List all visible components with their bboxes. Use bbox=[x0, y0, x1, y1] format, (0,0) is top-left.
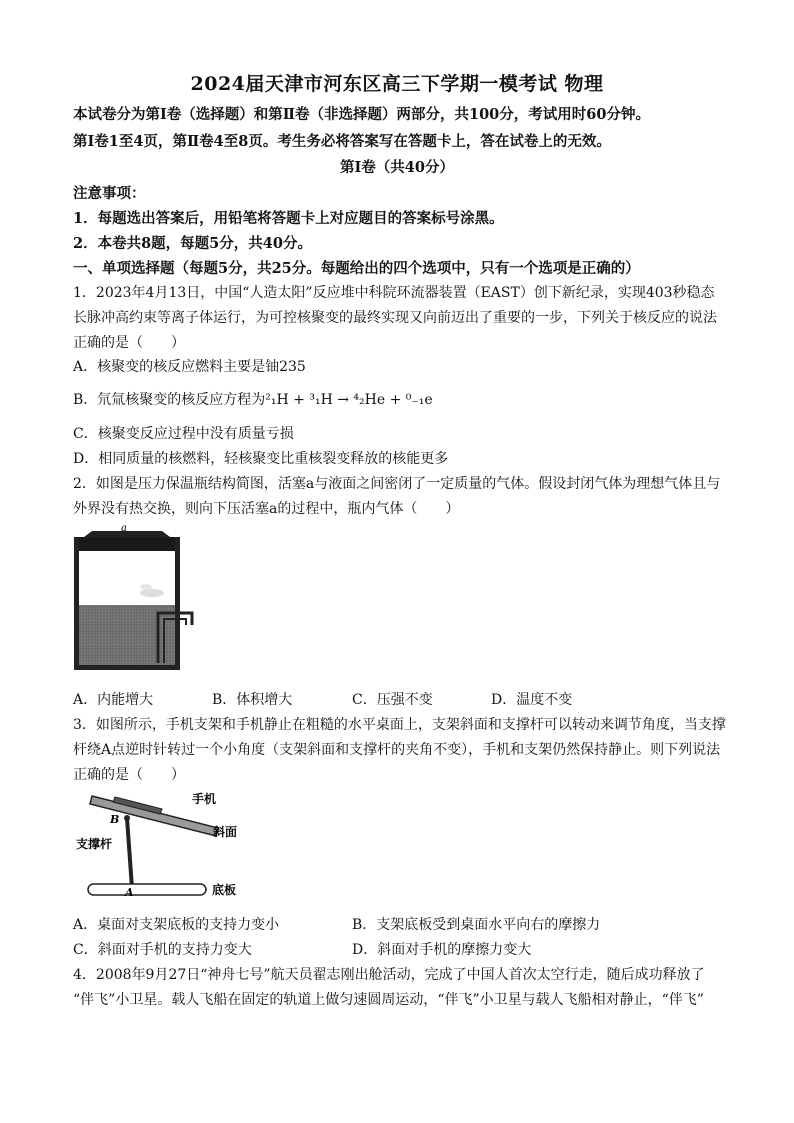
intro-line-1: 本试卷分为第Ⅰ卷（选择题）和第Ⅱ卷（非选择题）两部分，共100分，考试用时60分钟。 bbox=[73, 106, 650, 123]
phone-label: 手机 bbox=[192, 792, 217, 806]
intro-line-2: 第Ⅰ卷1至4页，第Ⅱ卷4至8页。考生务必将答案写在答题卡上，答在试卷上的无效。 bbox=[73, 133, 611, 150]
q3-stem-line: 正确的是（ ） bbox=[73, 767, 185, 783]
thermos-right-wall bbox=[175, 537, 180, 670]
note-item: 1．每题选出答案后，用铅笔将答题卡上对应题目的答案标号涂黑。 bbox=[73, 210, 504, 227]
piston-top bbox=[84, 531, 170, 537]
thermos-figure bbox=[70, 525, 200, 675]
phone-stand-figure bbox=[70, 788, 260, 903]
q3-option-d: D．斜面对手机的摩擦力变大 bbox=[352, 942, 532, 958]
q1-option-b bbox=[73, 389, 433, 409]
q4-stem-line: “伴飞”小卫星。载人飞船在固定的轨道上做匀速圆周运动，“伴飞”小卫星与载人飞船相对静止，“伴飞” bbox=[73, 992, 704, 1008]
section-heading: 一、单项选择题（每题5分，共25分。每题给出的四个选项中，只有一个选项是正确的） bbox=[73, 260, 640, 277]
q2-option-c: C．压强不变 bbox=[352, 692, 433, 708]
q3-options-row-2 bbox=[73, 939, 713, 959]
q3-option-b: B．支架底板受到桌面水平向右的摩擦力 bbox=[352, 917, 601, 933]
q3-option-a: A．桌面对支架底板的支持力变小 bbox=[73, 917, 280, 933]
piston bbox=[79, 537, 175, 551]
q1-option-b-equation: ²₁H + ³₁H → ⁴₂He + ⁰₋₁e bbox=[265, 392, 433, 408]
q1-option-b-text: B．氘氚核聚变的核反应方程为 bbox=[73, 392, 266, 408]
q3-stem-line: 3．如图所示，手机支架和手机静止在粗糙的水平桌面上，支架斜面和支撑杆可以转动来调节角度，当支撑 bbox=[73, 717, 726, 733]
q2-stem-line: 外界没有热交换，则向下压活塞a的过程中，瓶内气体（ ） bbox=[73, 501, 460, 517]
thermos-left-wall bbox=[74, 537, 79, 670]
gas-wisp bbox=[140, 584, 152, 590]
rod-label: 支撑杆 bbox=[76, 837, 113, 851]
q2-option-d: D．温度不变 bbox=[491, 692, 573, 708]
piston-label: a bbox=[121, 525, 127, 534]
point-b-label: B bbox=[110, 813, 120, 826]
q1-option-a: A．核聚变的核反应燃料主要是铀235 bbox=[73, 359, 306, 375]
point-a-label: A bbox=[125, 886, 134, 899]
thermos-bottom bbox=[74, 665, 180, 670]
q2-option-b: B．体积增大 bbox=[212, 692, 293, 708]
q3-options-row-1 bbox=[73, 914, 713, 934]
q1-option-c: C．核聚变反应过程中没有质量亏损 bbox=[73, 426, 294, 442]
q3-stem-line: 杆绕A点逆时针转过一个小角度（支架斜面和支撑杆的夹角不变），手机和支架仍然保持静止。则下列说法 bbox=[73, 742, 721, 758]
notes-heading: 注意事项： bbox=[73, 185, 146, 202]
q1-option-d: D．相同质量的核燃料，轻核聚变比重核裂变释放的核能更多 bbox=[73, 451, 449, 467]
q3-option-c: C．斜面对手机的支持力变大 bbox=[73, 942, 252, 958]
page-title: 2024届天津市河东区高三下学期一模考试 物理 bbox=[190, 73, 604, 95]
pivot-b bbox=[124, 815, 130, 821]
base-plate bbox=[88, 884, 206, 895]
gas-wisp bbox=[140, 589, 164, 597]
part-title: 第Ⅰ卷（共40分） bbox=[340, 159, 454, 176]
base-label: 底板 bbox=[212, 883, 237, 897]
slope-label: 斜面 bbox=[213, 825, 238, 839]
q4-stem-line: 4．2008年9月27日“神舟七号”航天员翟志刚出舱活动，完成了中国人首次太空行走，随后成功释放了 bbox=[73, 967, 705, 983]
q1-stem-line: 正确的是（ ） bbox=[73, 335, 185, 351]
q2-options bbox=[73, 689, 713, 709]
support-rod bbox=[127, 818, 132, 888]
q1-stem-line: 1．2023年4月13日，中国“人造太阳”反应堆中科院环流器装置（EAST）创下新纪录，实现403秒稳态 bbox=[73, 285, 715, 301]
q2-option-a: A．内能增大 bbox=[73, 692, 154, 708]
note-item: 2．本卷共8题，每题5分，共40分。 bbox=[73, 235, 312, 252]
q1-stem-line: 长脉冲高约束等离子体运行，为可控核聚变的最终实现又向前迈出了重要的一步，下列关于核反应的说法 bbox=[73, 310, 717, 326]
q2-stem-line: 2．如图是压力保温瓶结构简图，活塞a与液面之间密闭了一定质量的气体。假设封闭气体为理想气体且与 bbox=[73, 476, 721, 492]
